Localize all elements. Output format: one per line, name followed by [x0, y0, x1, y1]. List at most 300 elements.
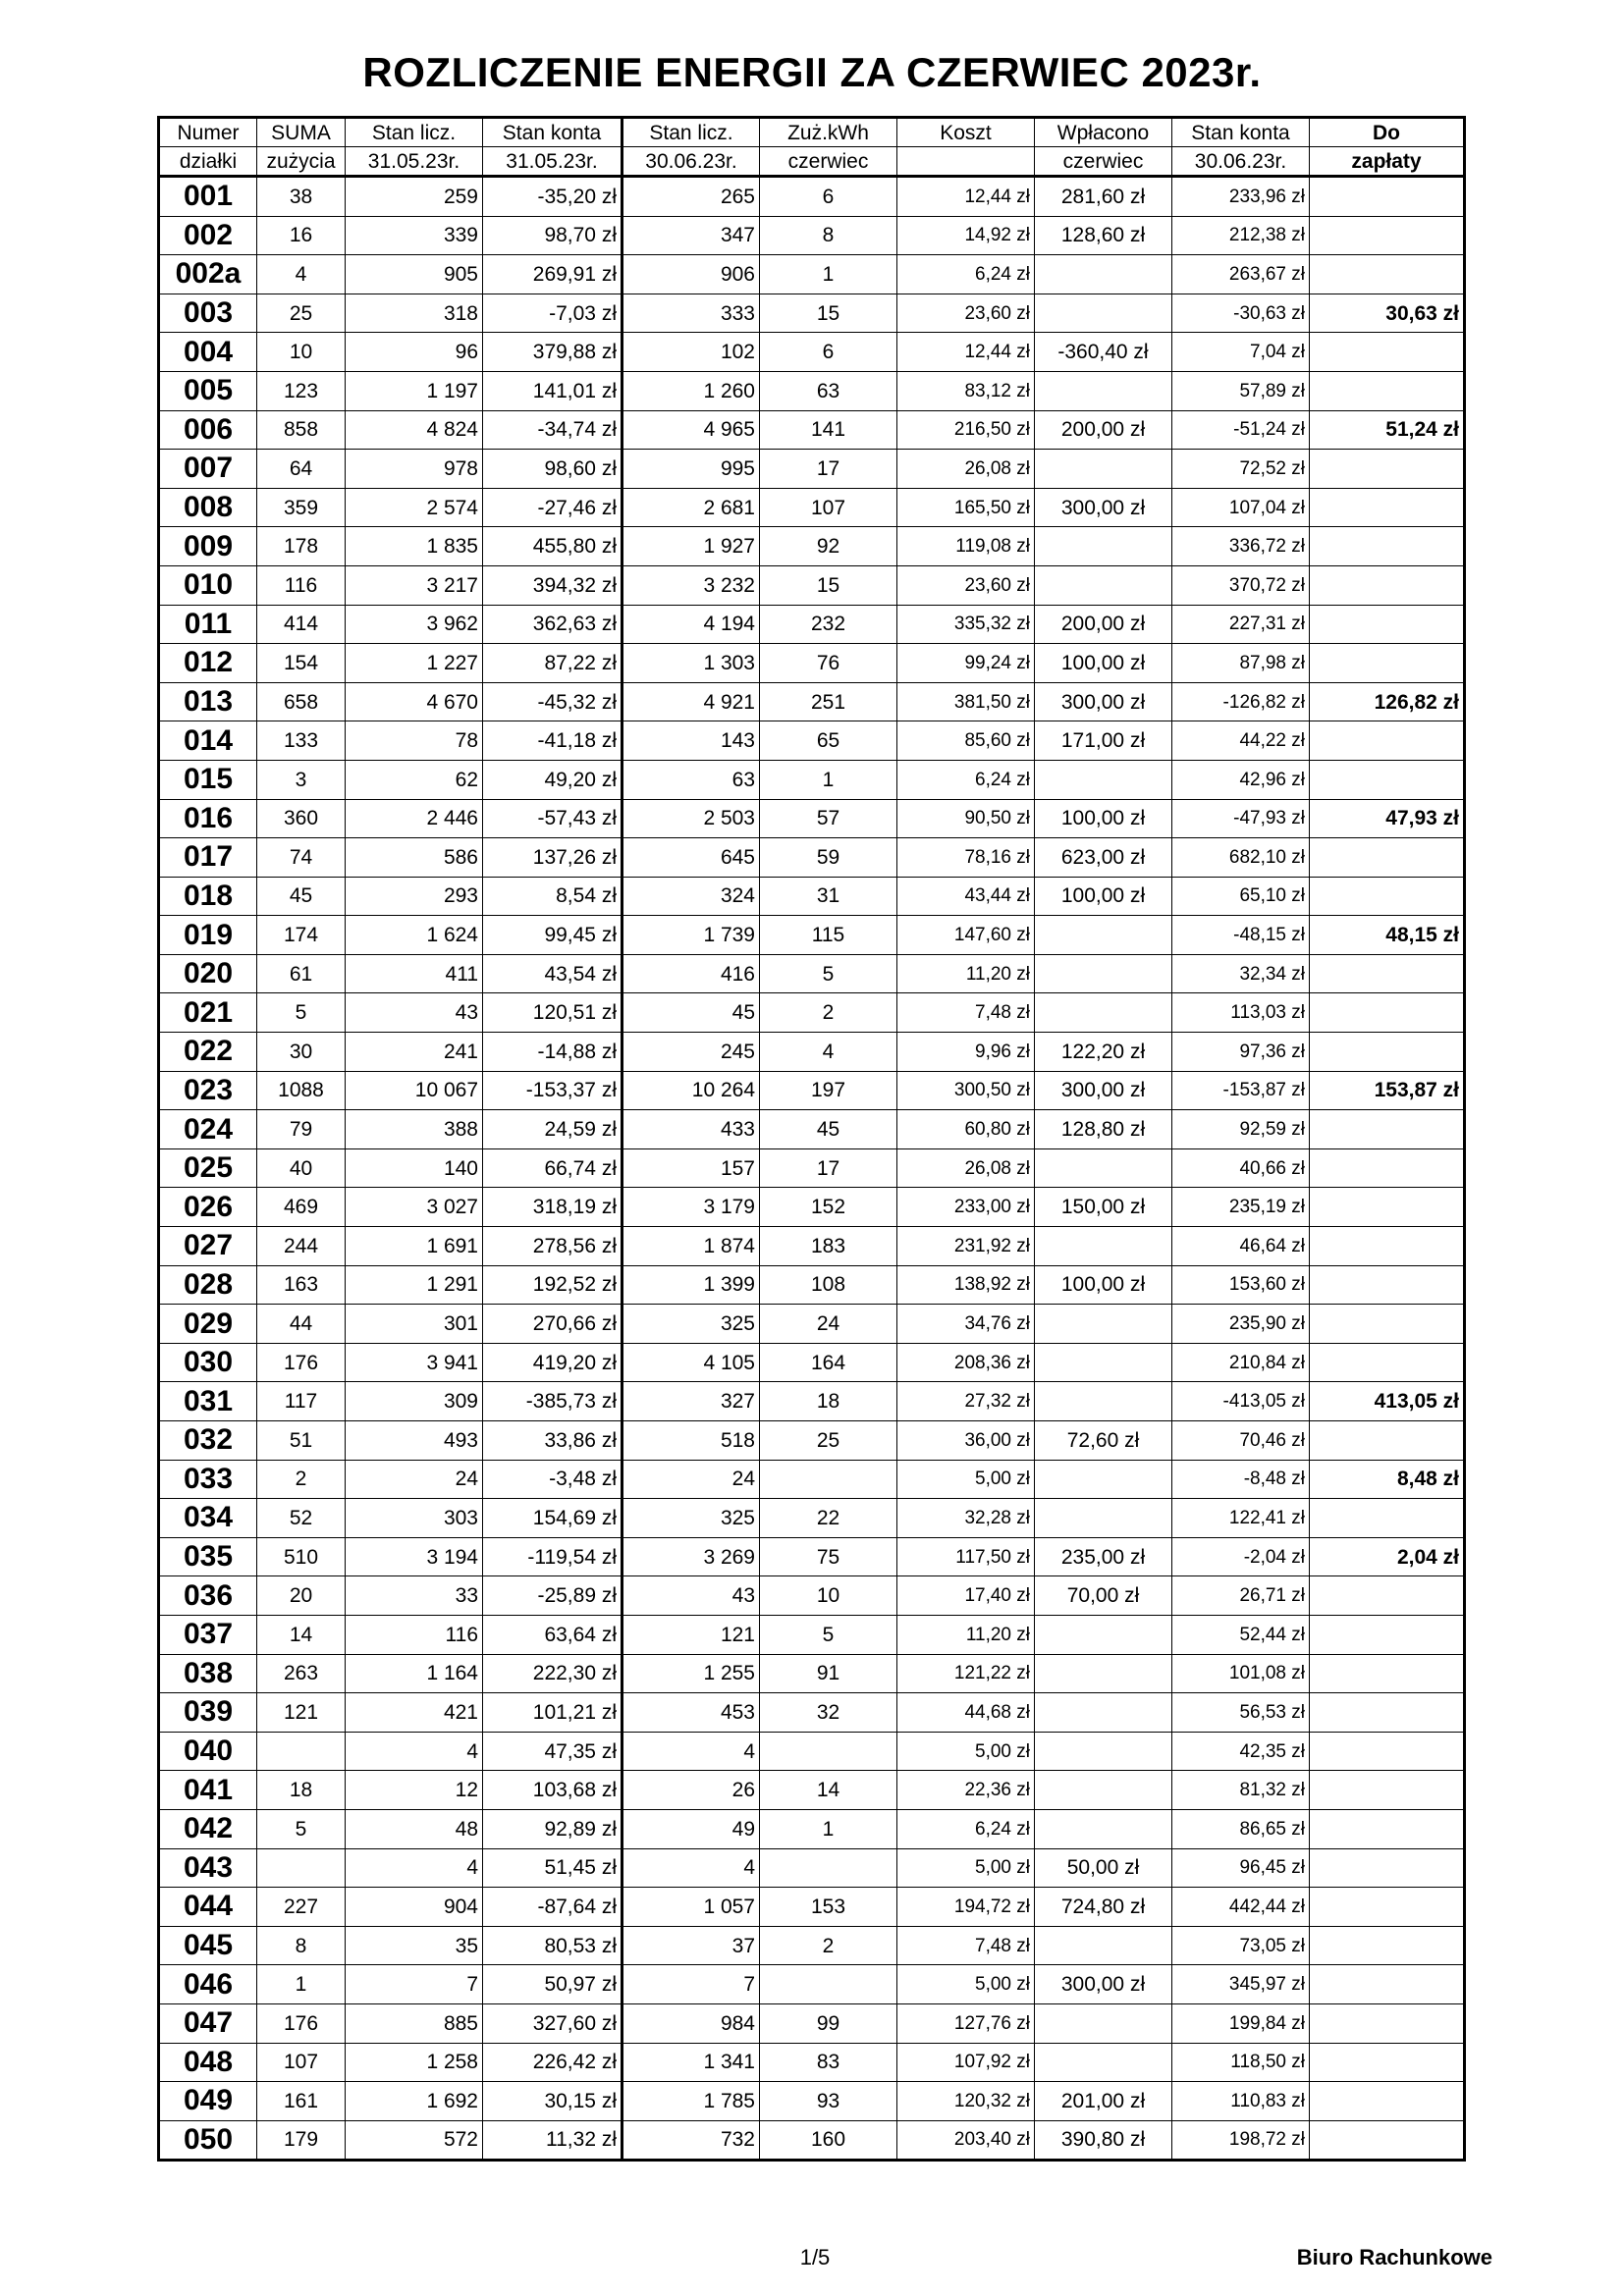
paid-cell — [1035, 993, 1172, 1033]
usage-kwh-cell: 232 — [760, 605, 897, 644]
header-cell: 30.06.23r. — [623, 147, 760, 177]
balance-end-cell: 198,72 zł — [1172, 2120, 1310, 2161]
paid-cell: 150,00 zł — [1035, 1188, 1172, 1227]
table-row — [159, 1033, 1465, 1072]
plot-number-cell: 032 — [159, 1421, 257, 1461]
usage-total-cell: 263 — [257, 1654, 346, 1693]
balance-start-cell: -34,74 zł — [483, 410, 623, 450]
balance-end-cell: 210,84 zł — [1172, 1343, 1310, 1382]
table-row — [159, 1499, 1465, 1538]
meter-end-cell: 4 194 — [623, 605, 760, 644]
balance-end-cell: 32,34 zł — [1172, 954, 1310, 993]
plot-number-cell: 023 — [159, 1071, 257, 1110]
plot-number-cell: 048 — [159, 2043, 257, 2082]
balance-end-cell: 81,32 zł — [1172, 1771, 1310, 1810]
usage-kwh-cell: 2 — [760, 993, 897, 1033]
usage-total-cell: 161 — [257, 2082, 346, 2121]
plot-number-cell: 037 — [159, 1615, 257, 1654]
cost-cell: 121,22 zł — [897, 1654, 1035, 1693]
meter-end-cell: 1 785 — [623, 2082, 760, 2121]
usage-total-cell: 510 — [257, 1537, 346, 1576]
meter-end-cell: 3 269 — [623, 1537, 760, 1576]
meter-start-cell: 1 291 — [346, 1265, 483, 1305]
balance-start-cell: -57,43 zł — [483, 799, 623, 838]
meter-end-cell: 3 179 — [623, 1188, 760, 1227]
balance-end-cell: 370,72 zł — [1172, 565, 1310, 605]
usage-kwh-cell: 5 — [760, 1615, 897, 1654]
usage-kwh-cell: 152 — [760, 1188, 897, 1227]
meter-end-cell: 732 — [623, 2120, 760, 2161]
balance-start-cell: 154,69 zł — [483, 1499, 623, 1538]
amount-due-cell — [1310, 877, 1465, 916]
balance-start-cell: -153,37 zł — [483, 1071, 623, 1110]
paid-cell — [1035, 371, 1172, 410]
meter-end-cell: 245 — [623, 1033, 760, 1072]
cost-cell: 9,96 zł — [897, 1033, 1035, 1072]
amount-due-cell — [1310, 1693, 1465, 1733]
paid-cell: 171,00 zł — [1035, 721, 1172, 761]
table-row — [159, 294, 1465, 333]
table-row — [159, 1188, 1465, 1227]
meter-start-cell: 309 — [346, 1382, 483, 1421]
usage-kwh-cell: 76 — [760, 644, 897, 683]
cost-cell: 43,44 zł — [897, 877, 1035, 916]
balance-end-cell: -8,48 zł — [1172, 1460, 1310, 1499]
meter-start-cell: 339 — [346, 216, 483, 255]
header-cell: działki — [159, 147, 257, 177]
balance-start-cell: 30,15 zł — [483, 2082, 623, 2121]
meter-end-cell: 1 255 — [623, 1654, 760, 1693]
cost-cell: 5,00 zł — [897, 1848, 1035, 1888]
meter-start-cell: 259 — [346, 177, 483, 217]
paid-cell — [1035, 1732, 1172, 1771]
header-cell: Stan licz. — [623, 118, 760, 147]
amount-due-cell — [1310, 371, 1465, 410]
balance-end-cell: 73,05 zł — [1172, 1926, 1310, 1965]
plot-number-cell: 039 — [159, 1693, 257, 1733]
cost-cell: 11,20 zł — [897, 954, 1035, 993]
meter-end-cell: 1 303 — [623, 644, 760, 683]
meter-start-cell: 978 — [346, 450, 483, 489]
paid-cell: 300,00 zł — [1035, 682, 1172, 721]
amount-due-cell — [1310, 1188, 1465, 1227]
meter-end-cell: 2 503 — [623, 799, 760, 838]
usage-kwh-cell: 59 — [760, 838, 897, 878]
usage-kwh-cell: 57 — [760, 799, 897, 838]
meter-end-cell: 43 — [623, 1576, 760, 1616]
plot-number-cell: 036 — [159, 1576, 257, 1616]
amount-due-cell: 51,24 zł — [1310, 410, 1465, 450]
meter-start-cell: 293 — [346, 877, 483, 916]
balance-start-cell: 269,91 zł — [483, 255, 623, 294]
amount-due-cell — [1310, 1965, 1465, 2004]
table-row — [159, 1265, 1465, 1305]
table-row — [159, 1848, 1465, 1888]
table-row — [159, 1071, 1465, 1110]
plot-number-cell: 038 — [159, 1654, 257, 1693]
cost-cell: 203,40 zł — [897, 2120, 1035, 2161]
balance-end-cell: 442,44 zł — [1172, 1888, 1310, 1927]
paid-cell: 200,00 zł — [1035, 605, 1172, 644]
balance-end-cell: 345,97 zł — [1172, 1965, 1310, 2004]
usage-total-cell: 178 — [257, 527, 346, 566]
table-row — [159, 1110, 1465, 1149]
header-cell: 31.05.23r. — [346, 147, 483, 177]
meter-end-cell: 143 — [623, 721, 760, 761]
meter-end-cell: 325 — [623, 1305, 760, 1344]
balance-start-cell: -119,54 zł — [483, 1537, 623, 1576]
cost-cell: 381,50 zł — [897, 682, 1035, 721]
plot-number-cell: 020 — [159, 954, 257, 993]
usage-total-cell: 20 — [257, 1576, 346, 1616]
meter-end-cell: 4 965 — [623, 410, 760, 450]
cost-cell: 36,00 zł — [897, 1421, 1035, 1461]
amount-due-cell — [1310, 760, 1465, 799]
usage-total-cell: 79 — [257, 1110, 346, 1149]
balance-start-cell: 24,59 zł — [483, 1110, 623, 1149]
usage-total-cell: 179 — [257, 2120, 346, 2161]
usage-kwh-cell: 83 — [760, 2043, 897, 2082]
paid-cell — [1035, 1382, 1172, 1421]
plot-number-cell: 001 — [159, 177, 257, 217]
balance-end-cell: 7,04 zł — [1172, 333, 1310, 372]
plot-number-cell: 006 — [159, 410, 257, 450]
plot-number-cell: 022 — [159, 1033, 257, 1072]
table-row — [159, 450, 1465, 489]
cost-cell: 5,00 zł — [897, 1460, 1035, 1499]
balance-start-cell: 99,45 zł — [483, 916, 623, 955]
usage-total-cell: 154 — [257, 644, 346, 683]
cost-cell: 99,24 zł — [897, 644, 1035, 683]
usage-kwh-cell: 14 — [760, 1771, 897, 1810]
balance-end-cell: 70,46 zł — [1172, 1421, 1310, 1461]
balance-end-cell: 56,53 zł — [1172, 1693, 1310, 1733]
usage-kwh-cell — [760, 1965, 897, 2004]
cost-cell: 17,40 zł — [897, 1576, 1035, 1616]
usage-total-cell: 8 — [257, 1926, 346, 1965]
usage-kwh-cell: 153 — [760, 1888, 897, 1927]
header-cell: 31.05.23r. — [483, 147, 623, 177]
paid-cell: 100,00 zł — [1035, 877, 1172, 916]
usage-total-cell: 244 — [257, 1227, 346, 1266]
paid-cell — [1035, 450, 1172, 489]
amount-due-cell — [1310, 1771, 1465, 1810]
paid-cell — [1035, 1926, 1172, 1965]
usage-kwh-cell: 107 — [760, 488, 897, 527]
amount-due-cell: 413,05 zł — [1310, 1382, 1465, 1421]
usage-total-cell: 1088 — [257, 1071, 346, 1110]
table-row — [159, 2082, 1465, 2121]
balance-end-cell: 57,89 zł — [1172, 371, 1310, 410]
usage-kwh-cell: 141 — [760, 410, 897, 450]
balance-end-cell: 263,67 zł — [1172, 255, 1310, 294]
plot-number-cell: 034 — [159, 1499, 257, 1538]
balance-end-cell: 42,35 zł — [1172, 1732, 1310, 1771]
amount-due-cell — [1310, 1110, 1465, 1149]
table-row — [159, 644, 1465, 683]
header-cell: Zuż.kWh — [760, 118, 897, 147]
paid-cell — [1035, 1615, 1172, 1654]
balance-end-cell: -47,93 zł — [1172, 799, 1310, 838]
balance-end-cell: 233,96 zł — [1172, 177, 1310, 217]
usage-kwh-cell: 32 — [760, 1693, 897, 1733]
amount-due-cell — [1310, 993, 1465, 1033]
meter-start-cell: 572 — [346, 2120, 483, 2161]
plot-number-cell: 005 — [159, 371, 257, 410]
usage-kwh-cell: 25 — [760, 1421, 897, 1461]
paid-cell — [1035, 1499, 1172, 1538]
amount-due-cell — [1310, 2120, 1465, 2161]
usage-total-cell: 658 — [257, 682, 346, 721]
footer-office-name: Biuro Rachunkowe — [1296, 2245, 1492, 2269]
paid-cell: 300,00 zł — [1035, 1965, 1172, 2004]
usage-kwh-cell: 17 — [760, 1148, 897, 1188]
meter-end-cell: 1 341 — [623, 2043, 760, 2082]
paid-cell — [1035, 1654, 1172, 1693]
balance-end-cell: 87,98 zł — [1172, 644, 1310, 683]
usage-kwh-cell: 63 — [760, 371, 897, 410]
paid-cell — [1035, 1460, 1172, 1499]
balance-start-cell: 33,86 zł — [483, 1421, 623, 1461]
meter-end-cell: 906 — [623, 255, 760, 294]
balance-end-cell: 40,66 zł — [1172, 1148, 1310, 1188]
table-row — [159, 799, 1465, 838]
cost-cell: 78,16 zł — [897, 838, 1035, 878]
meter-start-cell: 96 — [346, 333, 483, 372]
cost-cell: 6,24 zł — [897, 760, 1035, 799]
meter-end-cell: 1 057 — [623, 1888, 760, 1927]
usage-kwh-cell: 1 — [760, 255, 897, 294]
meter-start-cell: 3 217 — [346, 565, 483, 605]
usage-total-cell: 61 — [257, 954, 346, 993]
cost-cell: 44,68 zł — [897, 1693, 1035, 1733]
paid-cell: 281,60 zł — [1035, 177, 1172, 217]
paid-cell — [1035, 1771, 1172, 1810]
table-row — [159, 1809, 1465, 1848]
balance-end-cell: 101,08 zł — [1172, 1654, 1310, 1693]
balance-end-cell: 153,60 zł — [1172, 1265, 1310, 1305]
header-cell: 30.06.23r. — [1172, 147, 1310, 177]
paid-cell — [1035, 565, 1172, 605]
cost-cell: 11,20 zł — [897, 1615, 1035, 1654]
energy-settlement-table — [157, 116, 1466, 2162]
cost-cell: 27,32 zł — [897, 1382, 1035, 1421]
paid-cell: 122,20 zł — [1035, 1033, 1172, 1072]
paid-cell — [1035, 255, 1172, 294]
amount-due-cell — [1310, 450, 1465, 489]
usage-total-cell: 133 — [257, 721, 346, 761]
table-body — [159, 177, 1465, 2161]
paid-cell: 100,00 zł — [1035, 644, 1172, 683]
header-row-1 — [159, 118, 1465, 147]
cost-cell: 120,32 zł — [897, 2082, 1035, 2121]
plot-number-cell: 009 — [159, 527, 257, 566]
table-row — [159, 410, 1465, 450]
balance-start-cell: -7,03 zł — [483, 294, 623, 333]
meter-start-cell: 4 824 — [346, 410, 483, 450]
paid-cell: 100,00 zł — [1035, 1265, 1172, 1305]
usage-total-cell: 44 — [257, 1305, 346, 1344]
balance-start-cell: -35,20 zł — [483, 177, 623, 217]
plot-number-cell: 014 — [159, 721, 257, 761]
meter-start-cell: 1 197 — [346, 371, 483, 410]
usage-total-cell: 30 — [257, 1033, 346, 1072]
usage-kwh-cell: 183 — [760, 1227, 897, 1266]
amount-due-cell — [1310, 2082, 1465, 2121]
amount-due-cell — [1310, 565, 1465, 605]
usage-kwh-cell: 91 — [760, 1654, 897, 1693]
balance-start-cell: 87,22 zł — [483, 644, 623, 683]
amount-due-cell — [1310, 954, 1465, 993]
meter-start-cell: 116 — [346, 1615, 483, 1654]
cost-cell: 208,36 zł — [897, 1343, 1035, 1382]
usage-kwh-cell: 15 — [760, 294, 897, 333]
plot-number-cell: 035 — [159, 1537, 257, 1576]
balance-start-cell: -25,89 zł — [483, 1576, 623, 1616]
plot-number-cell: 025 — [159, 1148, 257, 1188]
amount-due-cell: 48,15 zł — [1310, 916, 1465, 955]
usage-total-cell: 3 — [257, 760, 346, 799]
amount-due-cell — [1310, 1654, 1465, 1693]
table-row — [159, 721, 1465, 761]
balance-start-cell: 63,64 zł — [483, 1615, 623, 1654]
paid-cell: 300,00 zł — [1035, 1071, 1172, 1110]
cost-cell: 7,48 zł — [897, 993, 1035, 1033]
amount-due-cell — [1310, 177, 1465, 217]
meter-end-cell: 4 921 — [623, 682, 760, 721]
meter-start-cell: 24 — [346, 1460, 483, 1499]
meter-end-cell: 4 105 — [623, 1343, 760, 1382]
table-row — [159, 1382, 1465, 1421]
table-row — [159, 838, 1465, 878]
meter-start-cell: 318 — [346, 294, 483, 333]
table-row — [159, 527, 1465, 566]
cost-cell: 216,50 zł — [897, 410, 1035, 450]
usage-kwh-cell: 93 — [760, 2082, 897, 2121]
amount-due-cell — [1310, 1732, 1465, 1771]
balance-end-cell: 113,03 zł — [1172, 993, 1310, 1033]
meter-start-cell: 1 624 — [346, 916, 483, 955]
plot-number-cell: 010 — [159, 565, 257, 605]
usage-kwh-cell: 164 — [760, 1343, 897, 1382]
table-row — [159, 1615, 1465, 1654]
usage-kwh-cell — [760, 1460, 897, 1499]
cost-cell: 60,80 zł — [897, 1110, 1035, 1149]
balance-end-cell: -2,04 zł — [1172, 1537, 1310, 1576]
header-cell: Wpłacono — [1035, 118, 1172, 147]
amount-due-cell — [1310, 1809, 1465, 1848]
paid-cell — [1035, 1227, 1172, 1266]
meter-start-cell: 421 — [346, 1693, 483, 1733]
balance-start-cell: 103,68 zł — [483, 1771, 623, 1810]
usage-kwh-cell: 31 — [760, 877, 897, 916]
table-row — [159, 605, 1465, 644]
meter-end-cell: 453 — [623, 1693, 760, 1733]
usage-total-cell: 359 — [257, 488, 346, 527]
balance-end-cell: 92,59 zł — [1172, 1110, 1310, 1149]
amount-due-cell — [1310, 216, 1465, 255]
cost-cell: 5,00 zł — [897, 1965, 1035, 2004]
table-row — [159, 1732, 1465, 1771]
usage-kwh-cell: 45 — [760, 1110, 897, 1149]
balance-end-cell: 227,31 zł — [1172, 605, 1310, 644]
usage-total-cell: 121 — [257, 1693, 346, 1733]
cost-cell: 14,92 zł — [897, 216, 1035, 255]
meter-end-cell: 2 681 — [623, 488, 760, 527]
usage-kwh-cell: 197 — [760, 1071, 897, 1110]
table-row — [159, 1576, 1465, 1616]
usage-total-cell: 107 — [257, 2043, 346, 2082]
balance-start-cell: 327,60 zł — [483, 2003, 623, 2043]
balance-start-cell: 50,97 zł — [483, 1965, 623, 2004]
amount-due-cell: 2,04 zł — [1310, 1537, 1465, 1576]
usage-total-cell: 858 — [257, 410, 346, 450]
cost-cell: 23,60 zł — [897, 565, 1035, 605]
meter-start-cell: 3 027 — [346, 1188, 483, 1227]
table-row — [159, 916, 1465, 955]
header-cell: zużycia — [257, 147, 346, 177]
table-row — [159, 488, 1465, 527]
usage-total-cell: 5 — [257, 1809, 346, 1848]
paid-cell: -360,40 zł — [1035, 333, 1172, 372]
usage-kwh-cell: 65 — [760, 721, 897, 761]
balance-start-cell: 47,35 zł — [483, 1732, 623, 1771]
plot-number-cell: 016 — [159, 799, 257, 838]
meter-start-cell: 3 962 — [346, 605, 483, 644]
usage-kwh-cell: 99 — [760, 2003, 897, 2043]
meter-start-cell: 1 164 — [346, 1654, 483, 1693]
paid-cell — [1035, 1809, 1172, 1848]
amount-due-cell: 8,48 zł — [1310, 1460, 1465, 1499]
header-cell: SUMA — [257, 118, 346, 147]
usage-total-cell: 10 — [257, 333, 346, 372]
paid-cell: 235,00 zł — [1035, 1537, 1172, 1576]
balance-start-cell: -385,73 zł — [483, 1382, 623, 1421]
meter-start-cell: 905 — [346, 255, 483, 294]
usage-kwh-cell: 22 — [760, 1499, 897, 1538]
cost-cell: 12,44 zł — [897, 177, 1035, 217]
cost-cell: 26,08 zł — [897, 450, 1035, 489]
balance-start-cell: 98,70 zł — [483, 216, 623, 255]
meter-end-cell: 3 232 — [623, 565, 760, 605]
balance-start-cell: -3,48 zł — [483, 1460, 623, 1499]
meter-start-cell: 301 — [346, 1305, 483, 1344]
table-row — [159, 1343, 1465, 1382]
meter-start-cell: 3 941 — [346, 1343, 483, 1382]
balance-end-cell: 65,10 zł — [1172, 877, 1310, 916]
meter-end-cell: 324 — [623, 877, 760, 916]
balance-end-cell: 107,04 zł — [1172, 488, 1310, 527]
balance-start-cell: -27,46 zł — [483, 488, 623, 527]
usage-total-cell: 360 — [257, 799, 346, 838]
usage-total-cell: 4 — [257, 255, 346, 294]
meter-end-cell: 26 — [623, 1771, 760, 1810]
balance-start-cell: 419,20 zł — [483, 1343, 623, 1382]
meter-end-cell: 433 — [623, 1110, 760, 1149]
balance-start-cell: 270,66 zł — [483, 1305, 623, 1344]
header-cell: czerwiec — [1035, 147, 1172, 177]
balance-start-cell: 101,21 zł — [483, 1693, 623, 1733]
balance-start-cell: 98,60 zł — [483, 450, 623, 489]
cost-cell: 231,92 zł — [897, 1227, 1035, 1266]
meter-end-cell: 49 — [623, 1809, 760, 1848]
table-row — [159, 993, 1465, 1033]
plot-number-cell: 040 — [159, 1732, 257, 1771]
amount-due-cell — [1310, 1499, 1465, 1538]
meter-end-cell: 325 — [623, 1499, 760, 1538]
balance-start-cell: 318,19 zł — [483, 1188, 623, 1227]
meter-end-cell: 121 — [623, 1615, 760, 1654]
